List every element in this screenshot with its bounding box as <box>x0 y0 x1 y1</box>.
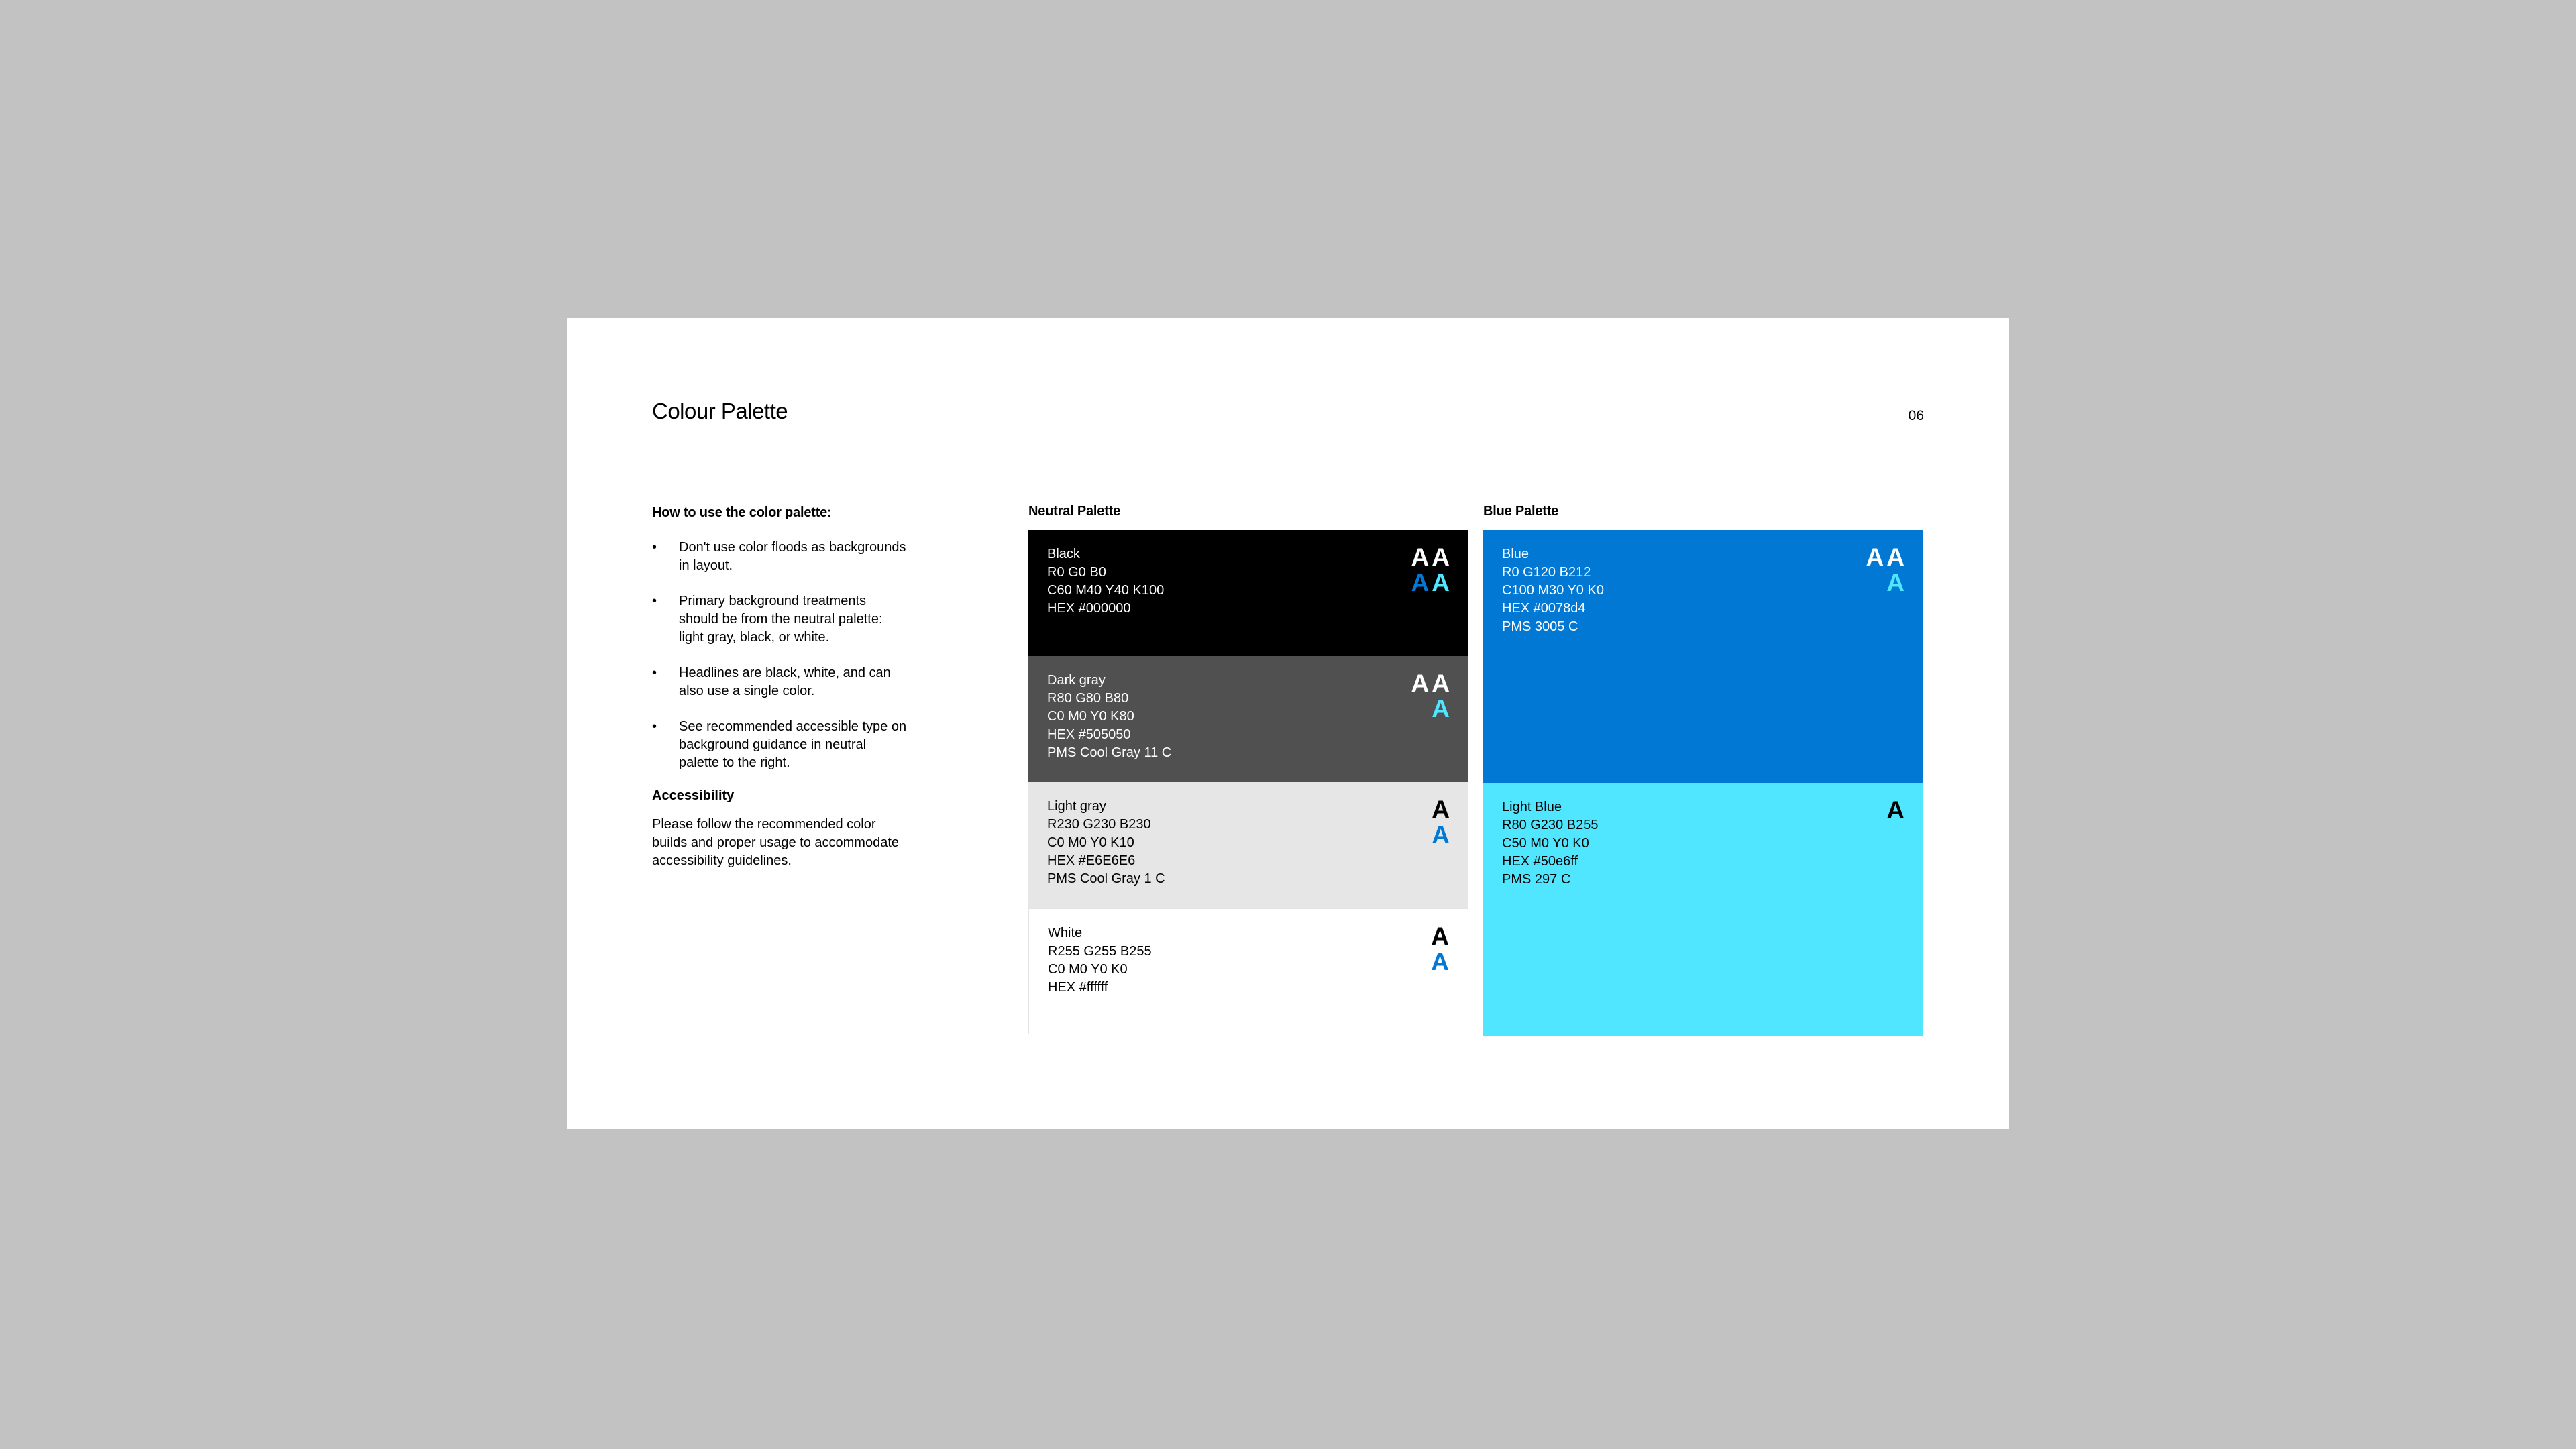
guide-item <box>652 718 907 772</box>
page-number: 06 <box>1908 408 1924 423</box>
accessibility-text: Please follow the recommended color builds and proper usage to accommodate accessibility guidelines. <box>652 817 900 868</box>
type-sample-glyph: A <box>1431 948 1450 975</box>
type-sample-row <box>1429 924 1450 949</box>
bullet-icon: • <box>652 665 657 680</box>
swatch-name: Blue <box>1502 547 1529 561</box>
guide-item-text: Primary background treatments should be from the neutral palette: light gray, black, or white. <box>679 594 883 645</box>
swatch-value: R230 G230 B230 <box>1047 817 1151 832</box>
blue-palette-heading: Blue Palette <box>1483 504 1559 519</box>
type-sample-glyph: A <box>1432 695 1450 722</box>
swatch-value: C0 M0 Y0 K10 <box>1047 835 1134 850</box>
type-sample-row <box>1409 696 1450 722</box>
guide-item-text: Headlines are black, white, and can also use a single color. <box>679 665 891 698</box>
type-sample-glyph: A <box>1866 543 1885 571</box>
type-sample-row <box>1430 797 1450 822</box>
color-swatch <box>1028 656 1468 782</box>
guide-item <box>652 592 907 647</box>
swatch-value: C0 M0 Y0 K0 <box>1048 962 1128 977</box>
type-sample-glyph: A <box>1432 796 1450 823</box>
type-sample-glyph: A <box>1886 796 1905 824</box>
type-sample-group <box>1409 671 1450 722</box>
neutral-palette <box>1028 504 1468 995</box>
bullet-icon: • <box>652 719 657 734</box>
swatch-value: C0 M0 Y0 K80 <box>1047 709 1134 724</box>
type-sample-glyph: A <box>1432 669 1450 697</box>
type-sample-row <box>1884 798 1905 823</box>
type-sample-group <box>1409 545 1450 596</box>
color-swatch <box>1483 783 1923 1036</box>
accessibility-heading: Accessibility <box>652 788 735 803</box>
bullet-icon: • <box>652 594 657 608</box>
type-sample-row <box>1864 545 1905 570</box>
swatch-name: Dark gray <box>1047 673 1106 688</box>
swatch-value: HEX #50e6ff <box>1502 854 1578 869</box>
swatch-value: R80 G230 B255 <box>1502 818 1599 833</box>
type-sample-group <box>1864 545 1905 596</box>
type-sample-glyph: A <box>1411 569 1430 596</box>
swatch-value: HEX #0078d4 <box>1502 601 1586 616</box>
swatch-value: R255 G255 B255 <box>1048 944 1152 959</box>
color-swatch <box>1483 530 1923 783</box>
color-swatch <box>1028 530 1468 656</box>
guide-item-text: Don't use color floods as backgrounds in layout. <box>679 540 906 573</box>
blue-palette <box>1483 504 1923 887</box>
type-sample-row <box>1429 949 1450 975</box>
neutral-palette-heading: Neutral Palette <box>1028 504 1121 519</box>
usage-guide <box>652 504 920 870</box>
swatch-name: Light gray <box>1047 799 1106 814</box>
type-sample-row <box>1409 570 1450 596</box>
guide-item-text: See recommended accessible type on background guidance in neutral palette to the right. <box>679 719 907 770</box>
swatch-value: C100 M30 Y0 K0 <box>1502 583 1604 598</box>
swatch-value: HEX #000000 <box>1047 601 1131 616</box>
swatch-value: PMS Cool Gray 1 C <box>1047 871 1165 886</box>
swatch-value: R80 G80 B80 <box>1047 691 1129 706</box>
guide-item <box>652 539 907 575</box>
guide-heading: How to use the color palette: <box>652 505 832 520</box>
slide-page <box>567 318 2009 1129</box>
type-sample-row <box>1409 545 1450 570</box>
swatch-value: R0 G120 B212 <box>1502 565 1591 580</box>
page-title: Colour Palette <box>652 398 788 423</box>
type-sample-glyph: A <box>1432 569 1450 596</box>
swatch-value: R0 G0 B0 <box>1047 565 1106 580</box>
swatch-name: Light Blue <box>1502 800 1562 814</box>
type-sample-glyph: A <box>1886 543 1905 571</box>
type-sample-glyph: A <box>1411 669 1430 697</box>
swatch-value: HEX #505050 <box>1047 727 1131 742</box>
type-sample-group <box>1430 797 1450 848</box>
type-sample-glyph: A <box>1886 569 1905 596</box>
swatch-name: White <box>1048 926 1083 941</box>
swatch-name: Black <box>1047 547 1080 561</box>
type-sample-group <box>1429 924 1450 975</box>
type-sample-row <box>1430 822 1450 848</box>
type-sample-glyph: A <box>1411 543 1430 571</box>
type-sample-glyph: A <box>1431 922 1450 950</box>
type-sample-glyph: A <box>1432 543 1450 571</box>
guide-item <box>652 664 907 700</box>
neutral-swatch-stack <box>1028 530 1468 1034</box>
blue-swatch-stack <box>1483 530 1923 1036</box>
guide-list <box>652 539 920 772</box>
type-sample-row <box>1409 671 1450 696</box>
type-sample-row <box>1864 570 1905 596</box>
type-sample-group <box>1884 798 1905 823</box>
bullet-icon: • <box>652 540 657 555</box>
color-swatch <box>1028 782 1468 908</box>
swatch-value: PMS 3005 C <box>1502 619 1578 634</box>
swatch-value: HEX #ffffff <box>1048 980 1108 995</box>
type-sample-glyph: A <box>1432 821 1450 849</box>
swatch-value: HEX #E6E6E6 <box>1047 853 1136 868</box>
swatch-value: PMS Cool Gray 11 C <box>1047 745 1172 760</box>
swatch-value: C50 M0 Y0 K0 <box>1502 836 1589 851</box>
color-swatch <box>1028 908 1468 1034</box>
swatch-value: C60 M40 Y40 K100 <box>1047 583 1165 598</box>
swatch-value: PMS 297 C <box>1502 872 1571 887</box>
